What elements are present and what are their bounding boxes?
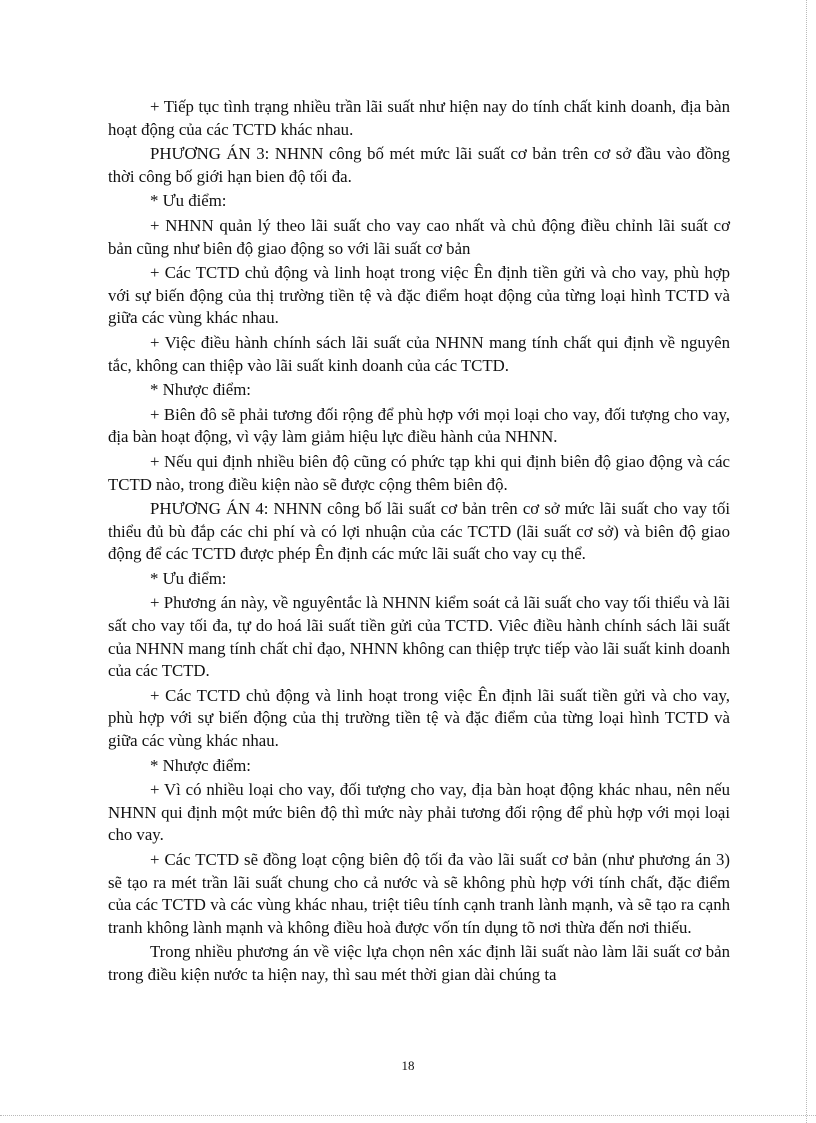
paragraph-advantage-4: + Phương án này, về nguyêntắc là NHNN kiểm soát cả lãi suất cho vay tối thiểu và lãi sất cho vay tối đa, tự do hoá lãi suất tiền gửi của TCTD. Viêc điều hành chính sách lãi suất của NHNN mang tính chất chỉ đạo, NHNN không can thiệp trực tiếp vào lãi suất kinh doanh của các TCTD.	[108, 593, 730, 681]
paragraph-advantage-2: + Các TCTD chủ động và linh hoạt trong việc Ên định tiền gửi và cho vay, phù hợp với sự biến động của thị trường tiền tệ và đặc điểm hoạt động của từng loại hình TCTD và giữa các vùng khác nhau.	[108, 263, 730, 328]
paragraph-disadvantage-2: + Nếu qui định nhiều biên độ cũng có phức tạp khi qui định biên độ giao động và các TCTD nào, trong điều kiện nào sẽ được cộng thêm biên độ.	[108, 451, 730, 494]
page-number: 18	[401, 1058, 415, 1073]
paragraph-disadvantage-3: + Vì có nhiều loại cho vay, đối tượng cho vay, địa bàn hoạt động khác nhau, nên nếu NHNN qui định một mức biên độ thì mức này phải tương đối rộng để phù hợp với mọi loại cho vay.	[108, 780, 730, 845]
paragraph-continue-ceiling: + Tiếp tục tình trạng nhiều trần lãi suất như hiện nay do tính chất kinh doanh, địa bàn hoạt động của các TCTD khác nhau.	[108, 97, 730, 139]
paragraph-advantage-3: + Việc điều hành chính sách lãi suất của NHNN mang tính chất qui định về nguyên tắc, không can thiệp vào lãi suất kinh doanh của các TCTD.	[108, 332, 730, 375]
paragraph-option-3-heading: PHƯƠNG ÁN 3: NHNN công bố mét mức lãi suất cơ bản trên cơ sở đầu vào đồng thời công bố giới hạn bien độ tối đa.	[108, 144, 730, 186]
page-border-bottom	[0, 1115, 816, 1116]
paragraph-disadvantages-heading: * Nhược điểm:	[150, 380, 251, 400]
document-body	[108, 96, 730, 989]
paragraph-advantages-heading: * Ưu điểm:	[150, 191, 227, 211]
paragraph-conclusion-start: Trong nhiều phương án về việc lựa chọn nên xác định lãi suất nào làm lãi suất cơ bản trong điều kiện nước ta hiện nay, thì sau mét thời gian dài chúng ta	[108, 942, 730, 984]
paragraph-disadvantage-4: + Các TCTD sẽ đồng loạt cộng biên độ tối đa vào lãi suất cơ bản (như phương án 3) sẽ tạo ra mét trần lãi suất chung cho cả nước và sẽ không phù hợp với tính chất, đặc điểm của các TCTD và các vùng khác nhau, triệt tiêu tính cạnh tranh lành mạnh, và sẽ tạo ra cạnh tranh không lành mạnh và không điều hoà được vốn tín dụng tõ nơi thừa đến nơi thiếu.	[108, 850, 730, 937]
paragraph-disadvantages-heading-2: * Nhược điểm:	[150, 755, 251, 775]
paragraph-option-4-heading: PHƯƠNG ÁN 4: NHNN công bố lãi suất cơ bản trên cơ sở mức lãi suất cho vay tối thiểu đủ bù đắp các chi phí và có lợi nhuận của các TCTD (lãi suất cơ sở) và biên độ giao động để các TCTD được phép Ên định các mức lãi suất cho vay cụ thể.	[108, 499, 730, 564]
paragraph-advantage-5: + Các TCTD chủ động và linh hoạt trong việc Ên định lãi suất tiền gửi và cho vay, phù hợp với sự biến động của thị trường tiền tệ và đặc điểm của từng loại hình TCTD và giữa các vùng khác nhau.	[108, 685, 730, 751]
paragraph-advantage-1: + NHNN quản lý theo lãi suất cho vay cao nhất và chủ động điều chỉnh lãi suất cơ bản cũng như biên độ giao động so với lãi suất cơ bản	[108, 215, 730, 258]
page-border-right	[806, 0, 807, 1123]
paragraph-advantages-heading-2: * Ưu điểm:	[150, 568, 227, 588]
paragraph-disadvantage-1: + Biên đô sẽ phải tương đối rộng để phù hợp với mọi loại cho vay, đối tượng cho vay, địa bàn hoạt động, vì vậy làm giảm hiệu lực điều hành của NHNN.	[108, 404, 730, 447]
